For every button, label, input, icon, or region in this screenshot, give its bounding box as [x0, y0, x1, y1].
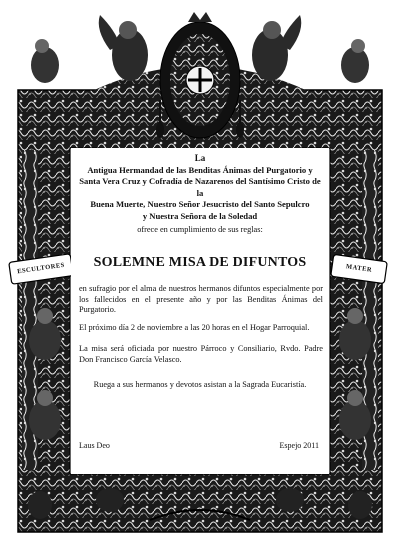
- intention-paragraph: en sufragio por el alma de nuestros hermanos difuntos especialmente por los fallecidos en el presente año y por las Benditas Ánimas del Purgatorio.: [79, 284, 323, 315]
- heading-la: La: [194, 153, 206, 163]
- laus-deo: Laus Deo: [79, 441, 110, 450]
- left-shield-label: ESCULTORES: [16, 261, 66, 276]
- organization-name: [78, 165, 322, 222]
- event-title: SOLEMNE MISA DE DIFUNTOS: [93, 255, 307, 270]
- celebrant-paragraph: La misa será oficiada por nuestro Párroco y Consiliario, Rvdo. Padre Don Francisco García Velasco.: [79, 344, 323, 364]
- organization-line: Antigua Hermandad de las Benditas Ánimas del Purgatorio y: [87, 165, 313, 175]
- organization-line: y Nuestra Señora de la Soledad: [142, 210, 258, 221]
- organization-line: Buena Muerte, Nuestro Señor Jesucristo del Santo Sepulcro: [90, 199, 310, 210]
- date-paragraph: El próximo día 2 de noviembre a las 20 horas en el Hogar Parroquial.: [79, 323, 310, 332]
- place-year: Espejo 2011: [279, 441, 319, 450]
- right-shield-label: MATER: [345, 263, 373, 274]
- organization-line: Santa Vera Cruz y Cofradía de Nazarenos del Santísimo Cristo de la: [79, 176, 321, 198]
- closing-invitation: Ruega a sus hermanos y devotos asistan a la Sagrada Eucaristía.: [93, 380, 307, 389]
- offer-line: ofrece en cumplimiento de sus reglas:: [137, 225, 263, 234]
